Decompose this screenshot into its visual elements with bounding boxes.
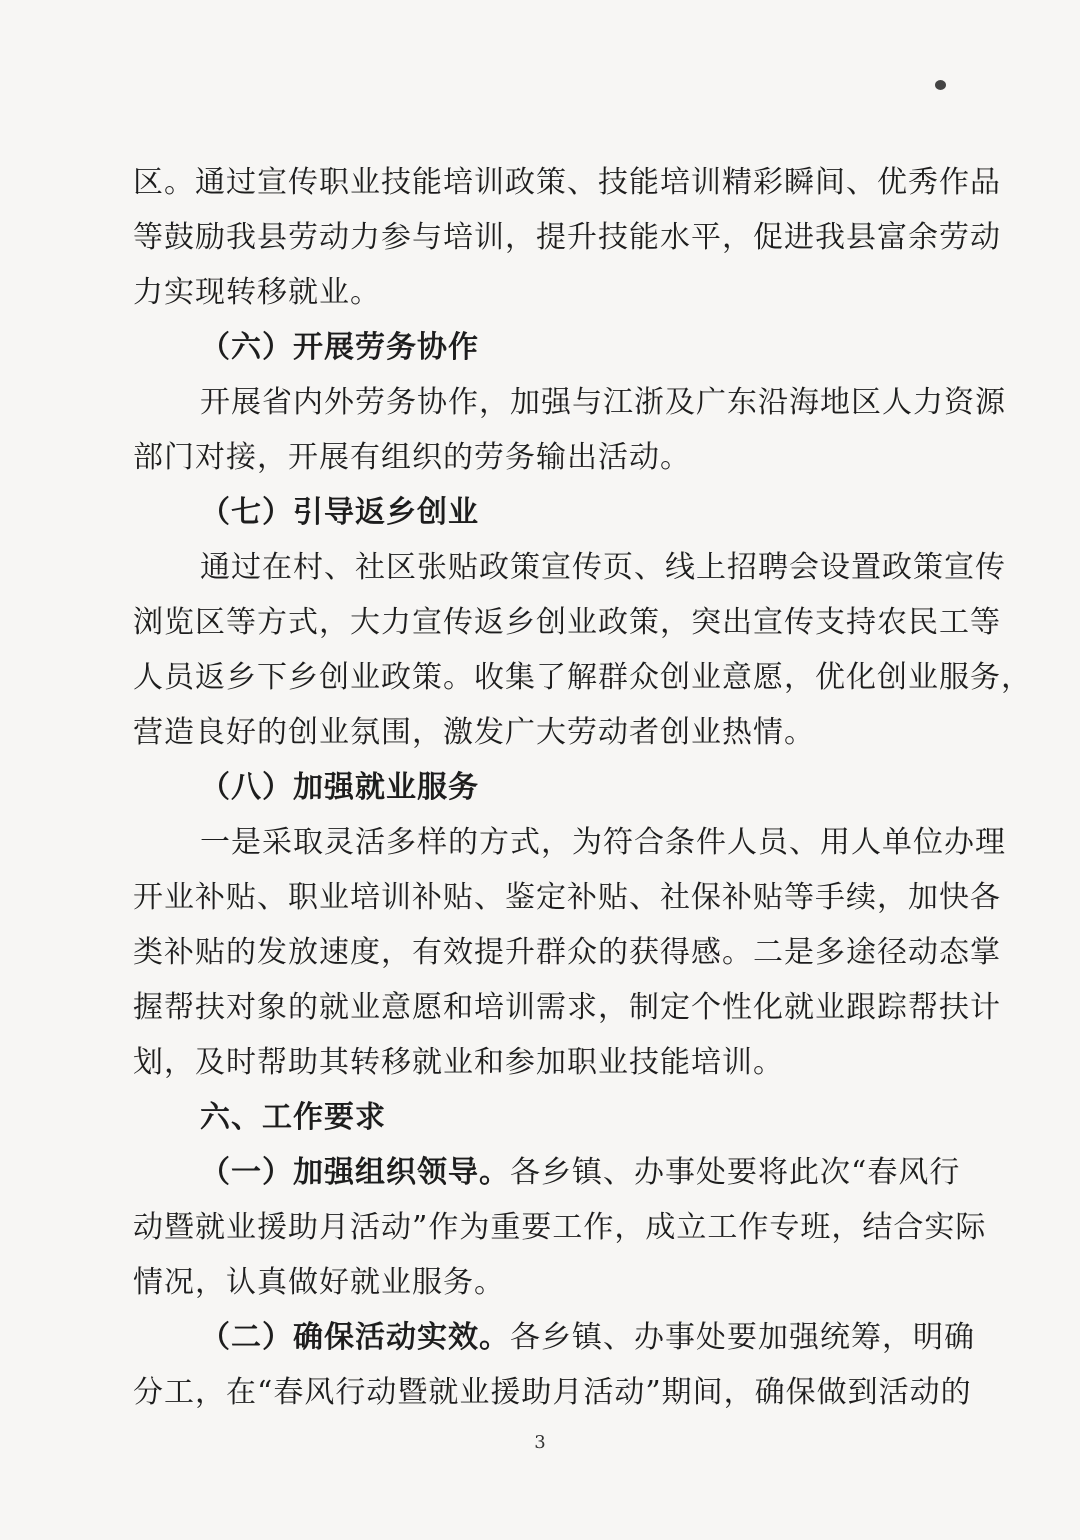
body-line: 动暨就业援助月活动”作为重要工作，成立工作专班，结合实际 <box>133 1210 987 1245</box>
section-heading-eight: （八）加强就业服务 <box>200 770 479 805</box>
ink-smudge <box>935 80 946 90</box>
body-line: 开业补贴、职业培训补贴、鉴定补贴、社保补贴等手续，加快各 <box>133 880 1001 915</box>
requirement-one-line <box>200 1153 960 1195</box>
body-line: 浏览区等方式，大力宣传返乡创业政策，突出宣传支持农民工等 <box>133 605 1001 640</box>
body-line: 分工，在“春风行动暨就业援助月活动”期间，确保做到活动的 <box>133 1375 972 1410</box>
body-line: 营造良好的创业氛围，激发广大劳动者创业热情。 <box>133 715 815 750</box>
body-line: 等鼓励我县劳动力参与培训，提升技能水平，促进我县富余劳动 <box>133 220 1001 255</box>
body-line: 力实现转移就业。 <box>133 275 381 310</box>
body-line: 区。通过宣传职业技能培训政策、技能培训精彩瞬间、优秀作品 <box>133 165 1001 200</box>
requirement-two-text: 各乡镇、办事处要加强统筹，明确 <box>510 1320 975 1355</box>
body-line: 部门对接，开展有组织的劳务输出活动。 <box>133 440 691 475</box>
body-line: 通过在村、社区张贴政策宣传页、线上招聘会设置政策宣传 <box>200 550 1006 585</box>
chapter-heading-work-requirements: 六、工作要求 <box>200 1100 386 1135</box>
section-heading-seven: （七）引导返乡创业 <box>200 495 479 530</box>
requirement-one-title: （一）加强组织领导。 <box>200 1155 510 1190</box>
requirement-two-title: （二）确保活动实效。 <box>200 1320 510 1355</box>
page-number: 3 <box>534 1432 546 1453</box>
body-line: 情况，认真做好就业服务。 <box>133 1265 505 1300</box>
requirement-one-text: 各乡镇、办事处要将此次“春风行 <box>510 1155 961 1190</box>
body-line: 握帮扶对象的就业意愿和培训需求，制定个性化就业跟踪帮扶计 <box>133 990 1001 1025</box>
requirement-two-line <box>200 1318 975 1360</box>
body-line: 开展省内外劳务协作，加强与江浙及广东沿海地区人力资源 <box>200 385 1006 420</box>
section-heading-six: （六）开展劳务协作 <box>200 330 479 365</box>
body-line: 人员返乡下乡创业政策。收集了解群众创业意愿，优化创业服务， <box>133 660 1032 695</box>
body-line: 类补贴的发放速度，有效提升群众的获得感。二是多途径动态掌 <box>133 935 1001 970</box>
body-line: 一是采取灵活多样的方式，为符合条件人员、用人单位办理 <box>200 825 1006 860</box>
body-line: 划，及时帮助其转移就业和参加职业技能培训。 <box>133 1045 784 1080</box>
